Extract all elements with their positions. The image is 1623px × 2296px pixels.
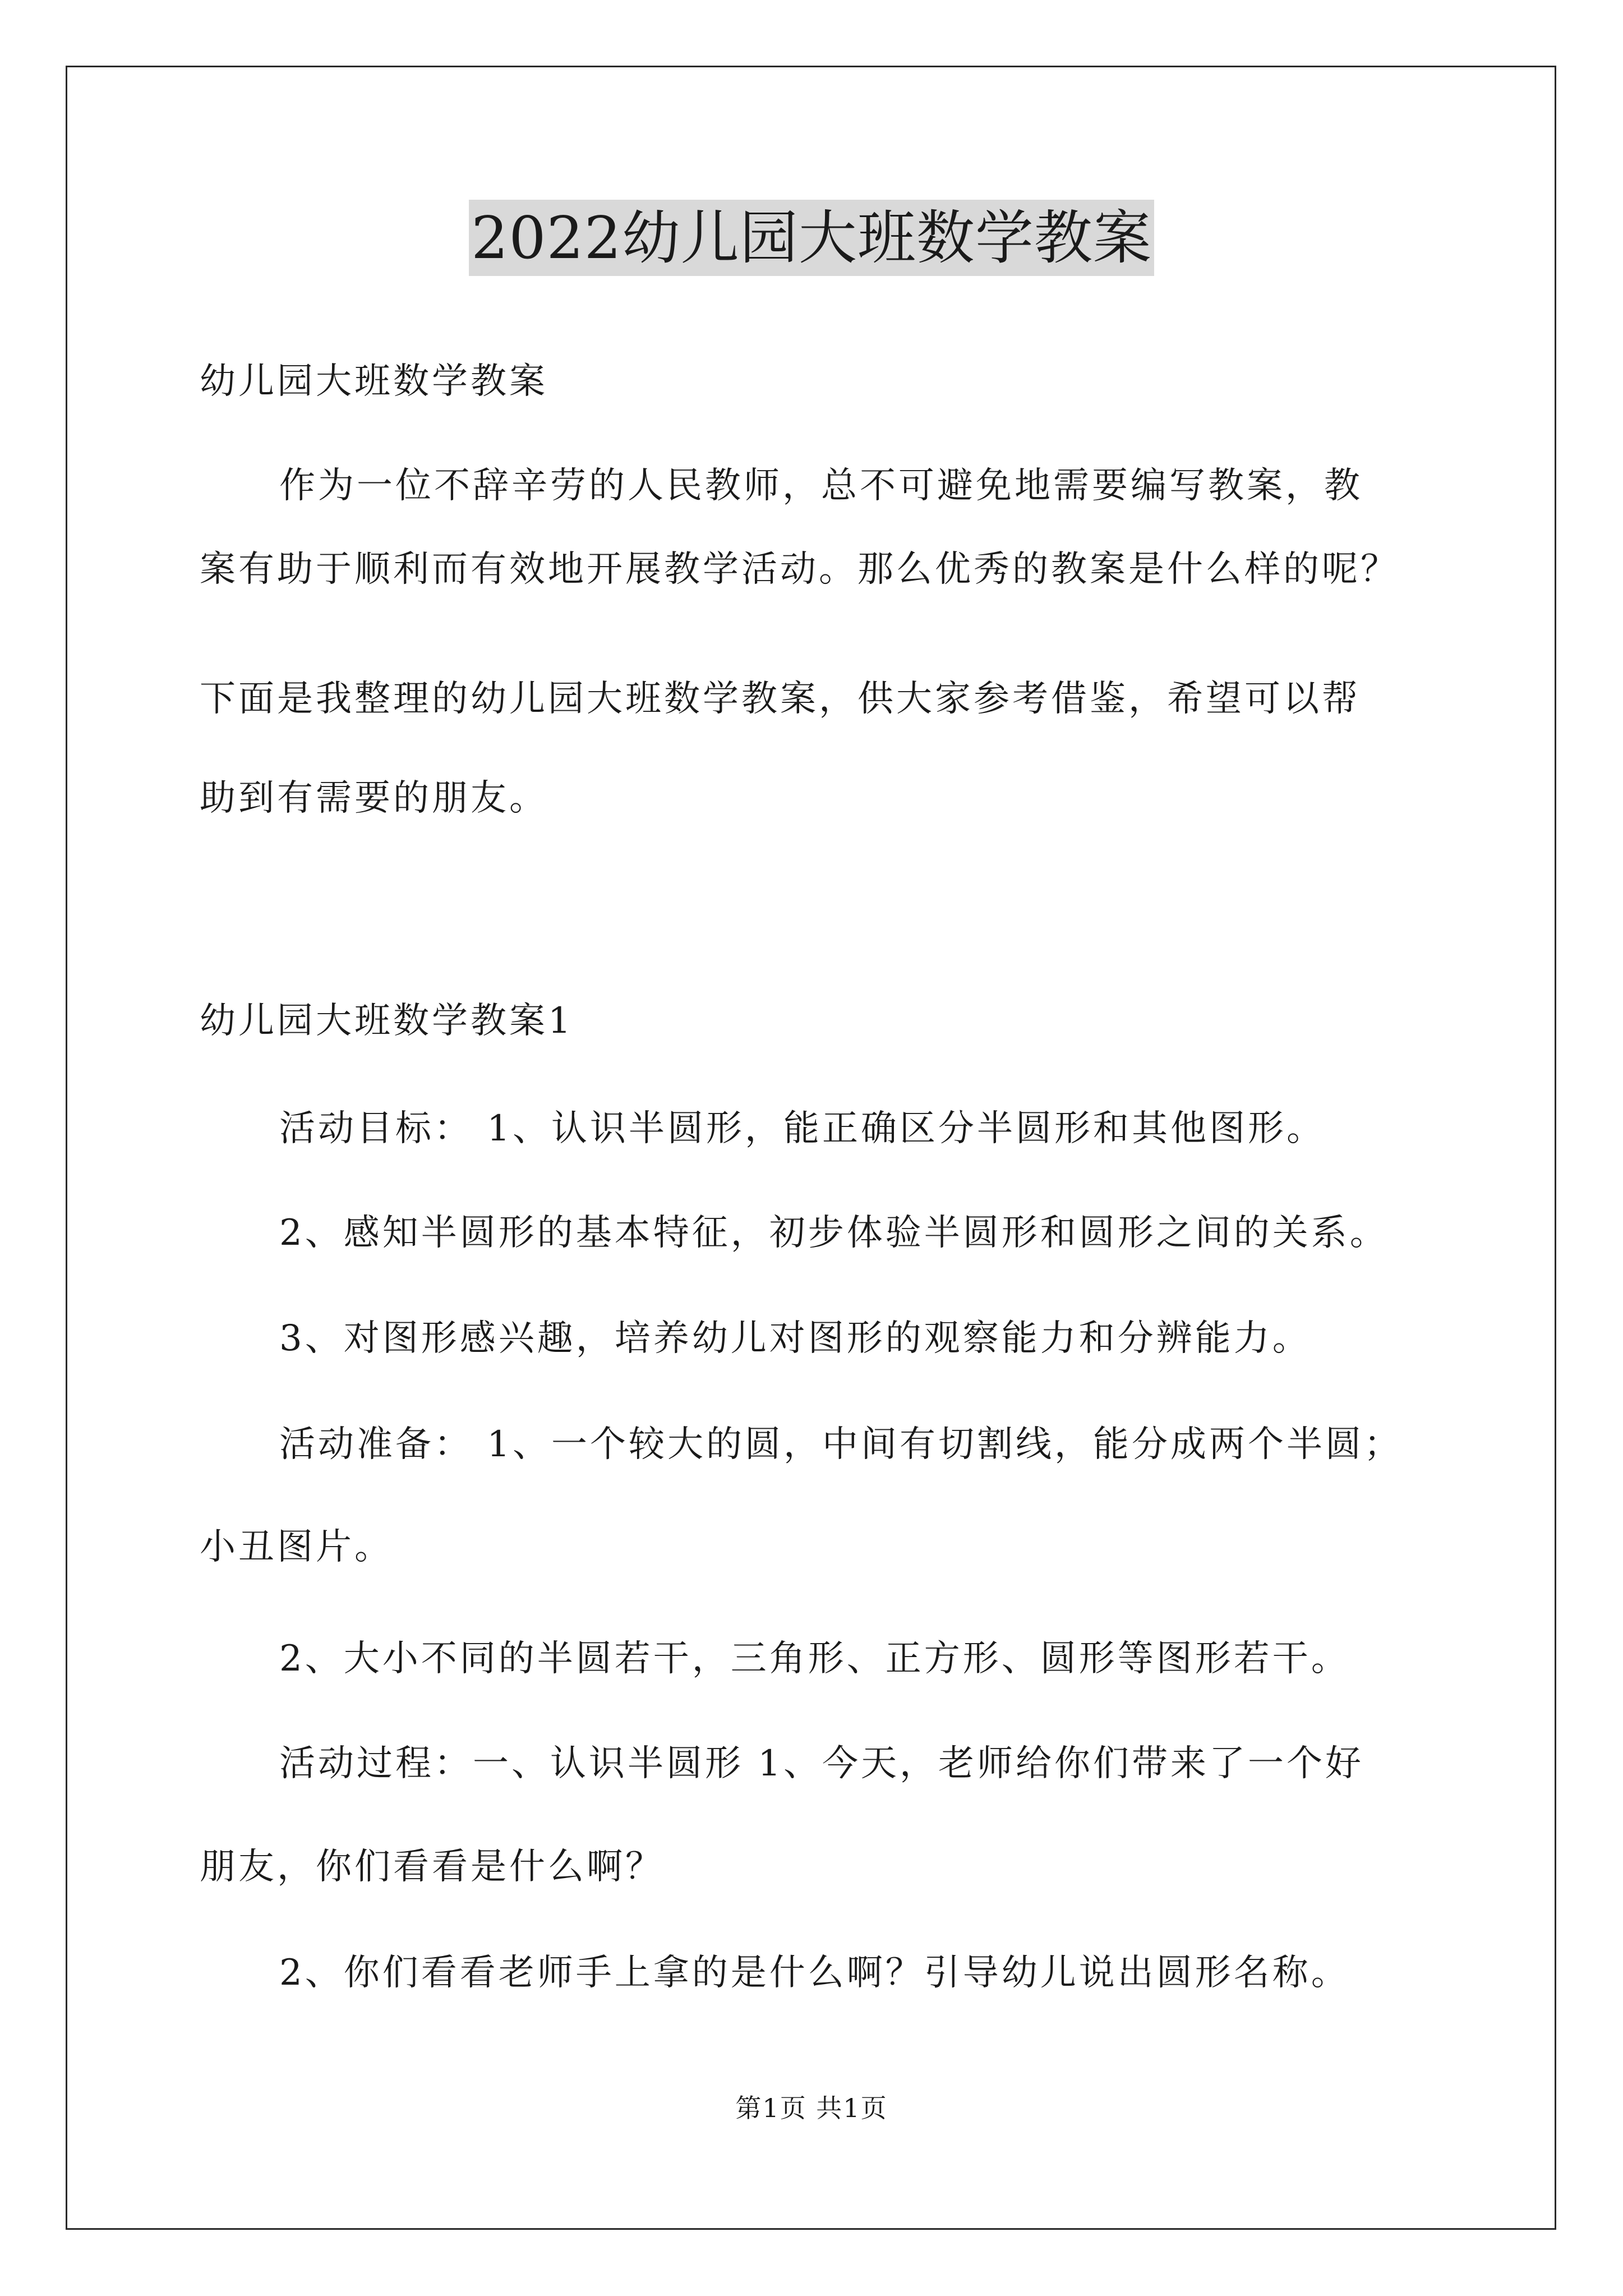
paragraph-line: 案有助于顺利而有效地开展教学活动。那么优秀的教案是什么样的呢？ <box>200 549 1399 590</box>
paragraph-line: 朋友，你们看看是什么啊？ <box>200 1846 664 1888</box>
paragraph-line: 2、大小不同的半圆若干，三角形、正方形、圆形等图形若干。 <box>279 1638 1350 1680</box>
paragraph-line: 下面是我整理的幼儿园大班数学教案，供大家参考借鉴，希望可以帮 <box>200 678 1361 720</box>
paragraph-line: 活动目标： 1、认识半圆形，能正确区分半圆形和其他图形。 <box>279 1108 1326 1149</box>
paragraph-line: 助到有需要的朋友。 <box>200 777 548 819</box>
title-container <box>0 200 1623 276</box>
paragraph-line: 活动过程：一、认识半圆形 1、今天，老师给你们带来了一个好 <box>279 1743 1364 1784</box>
paragraph-line: 作为一位不辞辛劳的人民教师，总不可避免地需要编写教案，教 <box>279 465 1363 507</box>
paragraph-line: 2、感知半圆形的基本特征，初步体验半圆形和圆形之间的关系。 <box>279 1212 1389 1254</box>
doc-subtitle: 幼儿园大班数学教案 <box>200 361 548 402</box>
document-title: 2022幼儿园大班数学教案 <box>469 200 1154 276</box>
page-footer: 第1页 共1页 <box>735 2093 888 2123</box>
paragraph-line: 2、你们看看老师手上拿的是什么啊？引导幼儿说出圆形名称。 <box>279 1952 1350 1994</box>
section-heading: 幼儿园大班数学教案1 <box>200 1000 574 1042</box>
paragraph-line: 小丑图片。 <box>200 1526 393 1568</box>
paragraph-line: 活动准备： 1、一个较大的圆，中间有切割线，能分成两个半圆； <box>279 1424 1403 1465</box>
paragraph-line: 3、对图形感兴趣，培养幼儿对图形的观察能力和分辨能力。 <box>279 1318 1311 1359</box>
